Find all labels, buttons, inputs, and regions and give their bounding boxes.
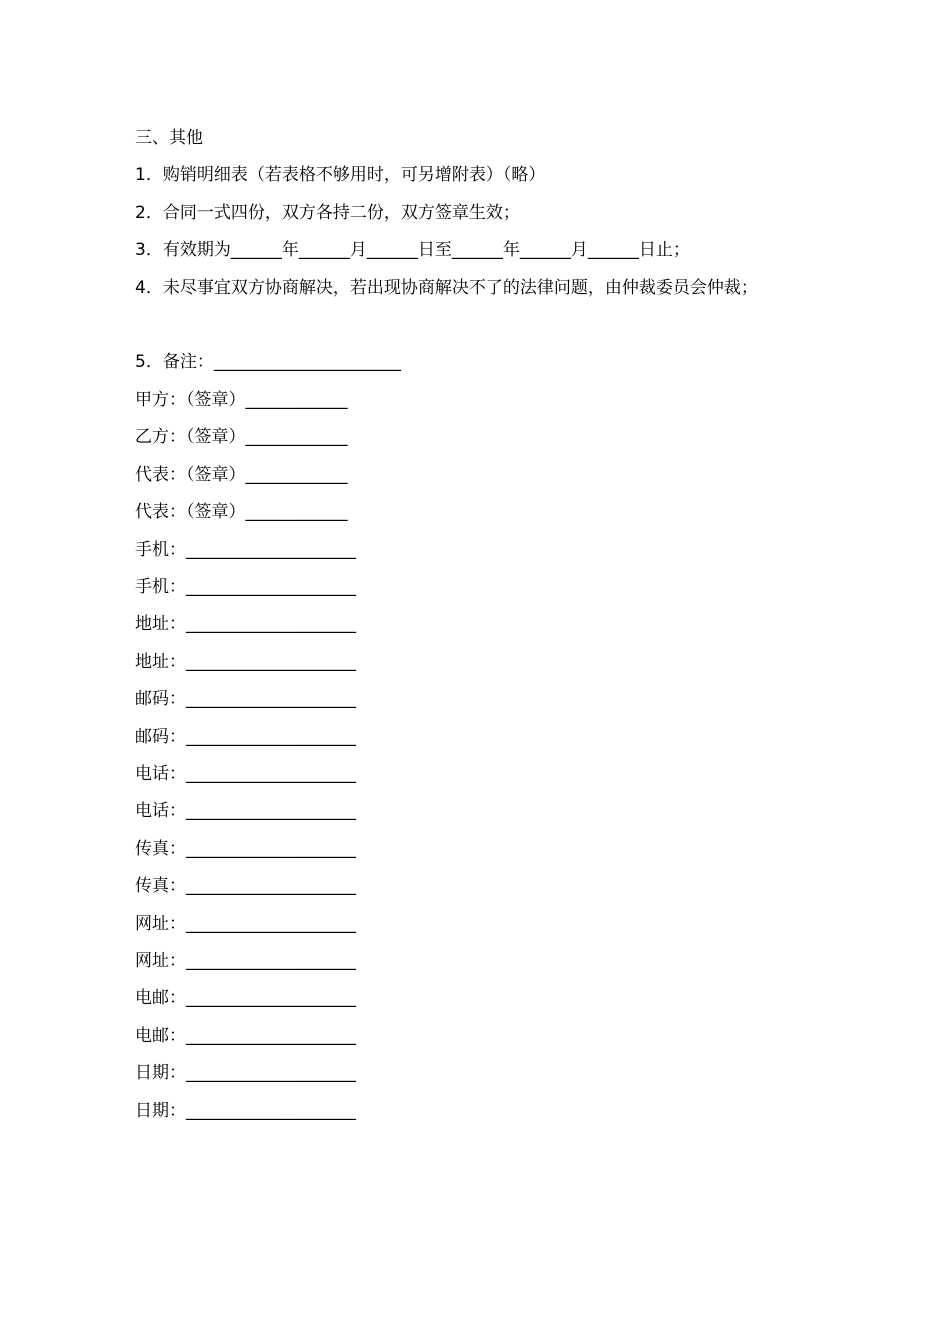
signature-field-row (135, 464, 348, 486)
field-blank: ____________________ (186, 801, 356, 821)
signature-field-row (135, 1062, 356, 1084)
signature-field-row (135, 501, 348, 523)
clause-2: 2．合同一式四份，双方各持二份，双方签章生效； (135, 203, 520, 223)
field-blank: ____________ (245, 465, 348, 485)
field-blank: ____________________ (186, 652, 356, 672)
field-label: 传真： (135, 839, 186, 859)
signature-field-row (135, 576, 356, 598)
signature-field-row (135, 426, 348, 448)
signature-field-row (135, 1025, 356, 1047)
field-label: 日期： (135, 1063, 186, 1083)
field-label: 手机： (135, 577, 186, 597)
field-label: 网址： (135, 914, 186, 934)
field-label: 电邮： (135, 1026, 186, 1046)
signature-field-row (135, 875, 356, 897)
signature-field-row (135, 950, 356, 972)
field-label: 邮码： (135, 727, 186, 747)
field-label: 乙方：（签章） (135, 427, 246, 447)
signature-field-row (135, 1100, 356, 1122)
clause-3: 3．有效期为______年______月______日至______年______月______日止； (135, 240, 690, 260)
remarks-label: 5．备注： (135, 352, 214, 372)
field-blank: ____________________ (186, 914, 356, 934)
field-blank: ____________________ (186, 614, 356, 634)
signature-field-row (135, 726, 356, 748)
section-heading: 三、其他 (135, 128, 203, 148)
field-label: 传真： (135, 876, 186, 896)
field-blank: ____________________ (186, 951, 356, 971)
field-blank: ____________ (245, 427, 348, 447)
field-label: 电话： (135, 801, 186, 821)
field-label: 甲方：（签章） (135, 390, 246, 410)
signature-field-row (135, 763, 356, 785)
field-blank: ____________ (245, 390, 348, 410)
field-blank: ____________________ (186, 764, 356, 784)
field-label: 地址： (135, 652, 186, 672)
field-label: 代表：（签章） (135, 465, 246, 485)
signature-field-row (135, 651, 356, 673)
field-blank: ____________________ (186, 1101, 356, 1121)
field-blank: ____________________ (186, 577, 356, 597)
signature-field-row (135, 539, 356, 561)
field-blank: ____________ (245, 502, 348, 522)
signature-field-row (135, 613, 356, 635)
signature-field-row (135, 913, 356, 935)
signature-field-row (135, 987, 356, 1009)
field-label: 手机： (135, 540, 186, 560)
clause-1: 1．购销明细表（若表格不够用时，可另增附表）（略） (135, 165, 546, 185)
field-blank: ____________________ (186, 876, 356, 896)
field-blank: ____________________ (186, 727, 356, 747)
field-label: 邮码： (135, 689, 186, 709)
field-blank: ____________________ (186, 839, 356, 859)
field-label: 电话： (135, 764, 186, 784)
field-label: 代表：（签章） (135, 502, 246, 522)
signature-field-row (135, 838, 356, 860)
field-label: 电邮： (135, 988, 186, 1008)
signature-field-row (135, 389, 348, 411)
signature-field-row (135, 800, 356, 822)
field-label: 日期： (135, 1101, 186, 1121)
field-blank: ____________________ (186, 689, 356, 709)
field-blank: ____________________ (186, 1026, 356, 1046)
clause-4: 4．未尽事宜双方协商解决，若出现协商解决不了的法律问题，由仲裁委员会仲裁； (135, 278, 758, 298)
field-blank: ____________________ (186, 988, 356, 1008)
signature-field-row (135, 688, 356, 710)
remarks-line (135, 351, 401, 373)
field-blank: ____________________ (186, 1063, 356, 1083)
remarks-blank: ______________________ (213, 352, 401, 372)
field-label: 地址： (135, 614, 186, 634)
field-blank: ____________________ (186, 540, 356, 560)
field-label: 网址： (135, 951, 186, 971)
